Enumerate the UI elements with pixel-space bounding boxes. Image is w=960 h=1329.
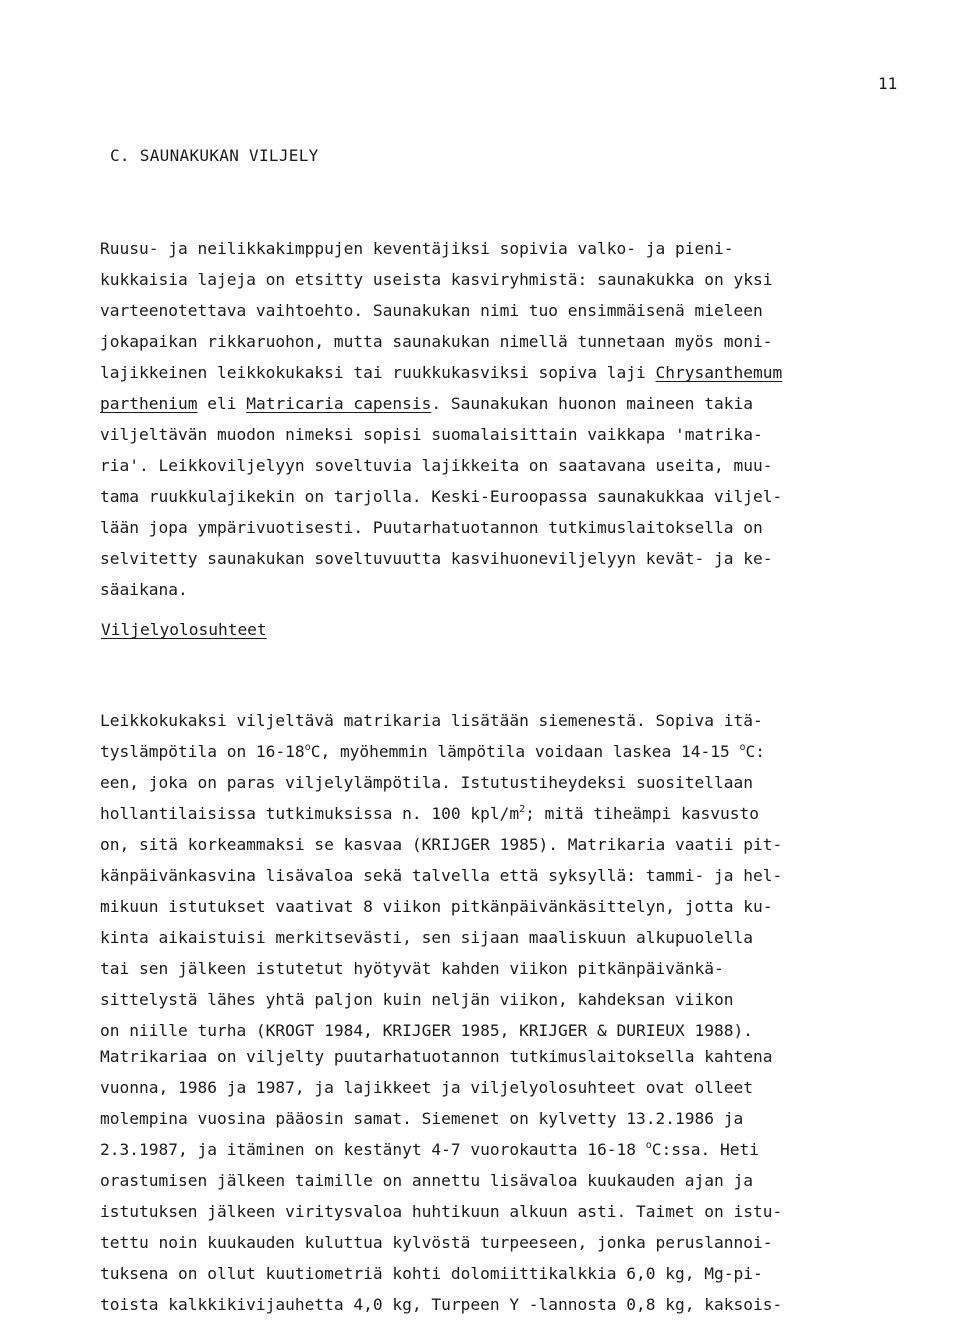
subheading-growing-conditions: Viljelyolosuhteet bbox=[101, 620, 267, 639]
text-line: Ruusu- ja neilikkakimppujen keventäjiksi sopivia valko- ja pieni- bbox=[100, 239, 734, 258]
text-span: lajikkeinen leikkokukaksi tai ruukkukasviksi sopiva laji bbox=[100, 363, 656, 382]
text-span: tyslämpötila on 16-18 bbox=[100, 742, 305, 761]
text-span: 2.3.1987, ja itäminen on kestänyt 4-7 vuorokautta 16-18 bbox=[100, 1140, 646, 1159]
text-line: on, sitä korkeammaksi se kasvaa (KRIJGER 1985). Matrikaria vaatii pit- bbox=[100, 835, 783, 854]
degree-mark: o bbox=[304, 742, 311, 753]
text-line bbox=[100, 736, 900, 767]
text-span: C: bbox=[745, 742, 766, 761]
text-line bbox=[100, 357, 900, 388]
text-line: tettu noin kuukauden kuluttua kylvöstä turpeeseen, jonka peruslannoi- bbox=[100, 1233, 773, 1252]
text-span: ; mitä tiheämpi kasvusto bbox=[525, 804, 760, 823]
text-line: tai sen jälkeen istutetut hyötyvät kahden viikon pitkänpäivänkä- bbox=[100, 959, 724, 978]
text-line: kinta aikaistuisi merkitsevästi, sen sijaan maaliskuun alkupuolella bbox=[100, 928, 753, 947]
text-line: viljeltävän muodon nimeksi sopisi suomalaisittain vaikkapa 'matrika- bbox=[100, 425, 763, 444]
taxon-name: parthenium bbox=[100, 394, 198, 413]
text-span: . Saunakukan huonon maineen takia bbox=[431, 394, 753, 413]
degree-mark: o bbox=[739, 742, 746, 753]
text-line: Matrikariaa on viljelty puutarhatuotannon tutkimuslaitoksella kahtena bbox=[100, 1047, 773, 1066]
text-line: toista kalkkikivijauhetta 4,0 kg, Turpeen Y -lannosta 0,8 kg, kaksois- bbox=[100, 1295, 783, 1314]
text-line: känpäivänkasvina lisävaloa sekä talvella että syksyllä: tammi- ja hel- bbox=[100, 866, 783, 885]
page-number: 11 bbox=[878, 74, 898, 93]
text-line: kukkaisia lajeja on etsitty useista kasviryhmistä: saunakukka on yksi bbox=[100, 270, 773, 289]
degree-mark: o bbox=[645, 1140, 652, 1151]
text-line: molempina vuosina pääosin samat. Siemenet on kylvetty 13.2.1986 ja bbox=[100, 1109, 744, 1128]
text-line: lään jopa ympärivuotisesti. Puutarhatuotannon tutkimuslaitoksella on bbox=[100, 518, 763, 537]
text-span: hollantilaisissa tutkimuksissa n. 100 kpl/m bbox=[100, 804, 520, 823]
text-line: istutuksen jälkeen viritysvaloa huhtikuun alkuun asti. Taimet on istu- bbox=[100, 1202, 783, 1221]
text-line bbox=[100, 798, 900, 829]
text-span: C, myöhemmin lämpötila voidaan laskea 14-15 bbox=[310, 742, 740, 761]
text-line: sittelystä lähes yhtä paljon kuin neljän viikon, kahdeksan viikon bbox=[100, 990, 734, 1009]
text-span: C:ssa. Heti bbox=[651, 1140, 759, 1159]
text-line: ria'. Leikkoviljelyyn soveltuvia lajikkeita on saatavana useita, muu- bbox=[100, 456, 773, 475]
text-line: orastumisen jälkeen taimille on annettu lisävaloa kuukauden ajan ja bbox=[100, 1171, 753, 1190]
section-heading: C. SAUNAKUKAN VILJELY bbox=[110, 146, 319, 165]
text-line: mikuun istutukset vaativat 8 viikon pitkänpäivänkäsittelyn, jotta ku- bbox=[100, 897, 773, 916]
text-line: säaikana. bbox=[100, 580, 188, 599]
text-line bbox=[100, 388, 900, 419]
growing-conditions-paragraph bbox=[100, 705, 900, 1046]
superscript: 2 bbox=[519, 804, 526, 815]
trial-paragraph bbox=[100, 1041, 900, 1320]
text-span: eli bbox=[197, 394, 247, 413]
text-line: vuonna, 1986 ja 1987, ja lajikkeet ja viljelyolosuhteet ovat olleet bbox=[100, 1078, 753, 1097]
text-line: tama ruukkulajikekin on tarjolla. Keski-Euroopassa saunakukkaa viljel- bbox=[100, 487, 783, 506]
text-line bbox=[100, 1134, 900, 1165]
text-line: jokapaikan rikkaruohon, mutta saunakukan nimellä tunnetaan myös moni- bbox=[100, 332, 773, 351]
text-line: on niille turha (KROGT 1984, KRIJGER 1985, KRIJGER & DURIEUX 1988). bbox=[100, 1021, 753, 1040]
text-line: een, joka on paras viljelylämpötila. Istutustiheydeksi suositellaan bbox=[100, 773, 753, 792]
intro-paragraph bbox=[100, 233, 900, 605]
taxon-name: Chrysanthemum bbox=[655, 363, 783, 382]
text-line: tuksena on ollut kuutiometriä kohti dolomiittikalkkia 6,0 kg, Mg-pi- bbox=[100, 1264, 763, 1283]
taxon-name: Matricaria capensis bbox=[246, 394, 432, 413]
text-line: varteenotettava vaihtoehto. Saunakukan nimi tuo ensimmäisenä mieleen bbox=[100, 301, 763, 320]
text-line: selvitetty saunakukan soveltuvuutta kasvihuoneviljelyyn kevät- ja ke- bbox=[100, 549, 773, 568]
text-line: Leikkokukaksi viljeltävä matrikaria lisätään siemenestä. Sopiva itä- bbox=[100, 711, 763, 730]
